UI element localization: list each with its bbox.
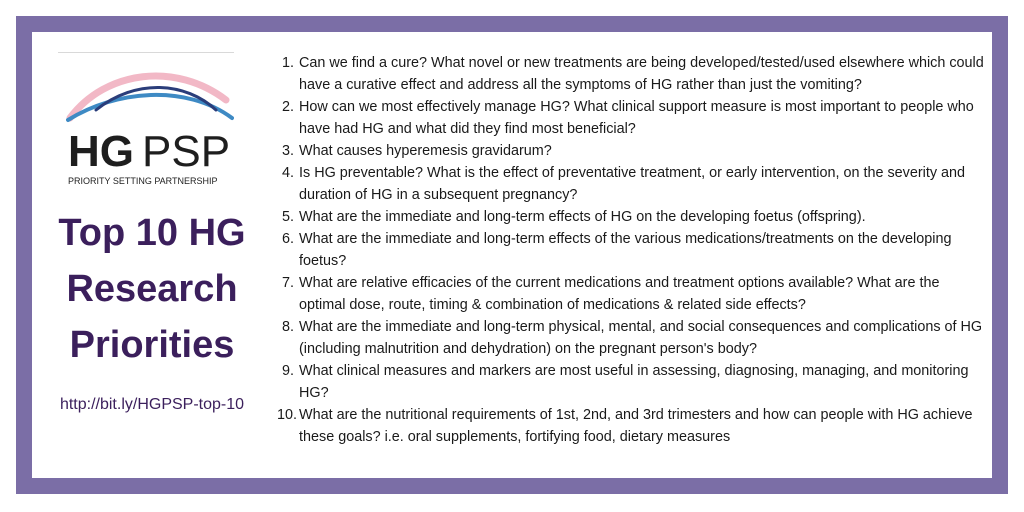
content-panel xyxy=(32,32,992,478)
item-number: 7. xyxy=(282,275,295,291)
item-number: 2. xyxy=(282,99,295,115)
list-item xyxy=(277,404,989,448)
list-item xyxy=(284,162,989,206)
priorities-list xyxy=(277,52,989,448)
title-line-3: Priorities xyxy=(69,324,235,366)
item-number: 5. xyxy=(282,209,295,225)
item-number: 8. xyxy=(282,319,295,335)
item-text: What are the immediate and long-term physical, mental, and social consequences and complications of HG (including malnutrition and dehydration) on the pregnant person's body? xyxy=(299,319,983,357)
list-item xyxy=(284,96,989,140)
left-column xyxy=(32,32,272,478)
list-item xyxy=(284,272,989,316)
hgpsp-logo xyxy=(66,60,234,188)
item-text: How can we most effectively manage HG? What clinical support measure is most important to people who have had HG and what did they find most beneficial? xyxy=(299,99,974,137)
item-text: What clinical measures and markers are most useful in assessing, diagnosing, managing, and monitoring HG? xyxy=(299,363,969,401)
item-number: 3. xyxy=(282,143,295,159)
list-item xyxy=(284,52,989,96)
item-text: What are relative efficacies of the current medications and treatment options available? What are the optimal dose, route, timing & combination of medications & related side effects? xyxy=(299,275,940,313)
list-item xyxy=(284,316,989,360)
logo-tagline: PRIORITY SETTING PARTNERSHIP xyxy=(68,176,218,186)
item-text: Is HG preventable? What is the effect of preventative treatment, or early intervention, on the severity and duration of HG in a subsequent pregnancy? xyxy=(299,165,966,203)
list-item xyxy=(284,206,989,228)
title-line-1: Top 10 HG xyxy=(58,212,246,254)
list-item xyxy=(284,360,989,404)
page-title xyxy=(32,205,272,373)
item-text: What are the immediate and long-term effects of the various medications/treatments on the developing foetus? xyxy=(299,231,952,269)
item-text: What causes hyperemesis gravidarum? xyxy=(299,143,552,159)
item-number: 9. xyxy=(282,363,295,379)
logo-wordmark-psp: PSP xyxy=(142,127,231,176)
list-item xyxy=(284,140,989,162)
item-number: 4. xyxy=(282,165,295,181)
item-text: What are the immediate and long-term effects of HG on the developing foetus (offspring). xyxy=(299,209,866,225)
short-url-link[interactable]: http://bit.ly/HGPSP-top-10 xyxy=(59,396,245,413)
item-number: 6. xyxy=(282,231,295,247)
item-text: What are the nutritional requirements of 1st, 2nd, and 3rd trimesters and how can people with HG achieve these goals? i.e. oral supplements, fortifying food, dietary measures xyxy=(299,407,973,445)
logo-wordmark-hg: HG xyxy=(68,127,134,176)
logo-navy-arc-icon xyxy=(96,87,216,110)
list-item xyxy=(284,228,989,272)
title-line-2: Research xyxy=(66,268,238,310)
item-number: 10. xyxy=(277,407,298,423)
item-text: Can we find a cure? What novel or new treatments are being developed/tested/used elsewhere which could have a curative effect and address all the symptoms of HG rather than just the vomiting? xyxy=(299,55,984,93)
logo-divider xyxy=(58,52,234,53)
item-number: 1. xyxy=(282,55,295,71)
